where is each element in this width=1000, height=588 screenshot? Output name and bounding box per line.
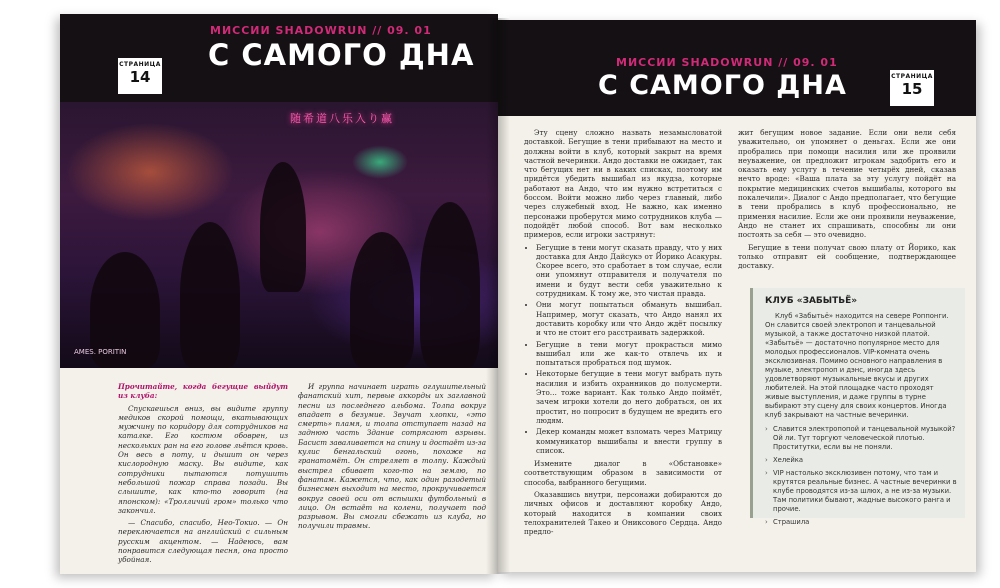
mission-label: МИССИИ SHADOWRUN // 09. 01 [210,24,432,37]
paragraph: И группа начинает играть оглушительный фанатский хит, первые аккорды их заглавной песни из последнего альбома. Толпа вокруг впадает в безумие. Звучат хлопки, «это смерть» пламя, и толпа отступает назад на заднюю часть Здание сотрясают взрывы. Басист заваливается на спину и достаёт из-за кулис бенгальский огонь, похоже на гранатомёт. Он стреляет в толпу. Каждый выстрел сбивает кого-то на землю, по фанатам. Кажется, что, как один разодетый бизнесмен выходит на место, прокручивается вокруг своей оси от вспышки футбольный в лицо. Он встаёт на колени, получает под разрывом. Вы смогли сбежать из клуба, но получили травмы. [298,382,486,531]
sidebar-title: КЛУБ «ЗАБЫТЬЁ» [765,296,858,306]
left-column-2 [298,382,486,534]
artist-signature: AMES. PORITIN [74,348,127,356]
paragraph: — Спасибо, спасибо, Нео-Токио. — Он переключается на английский с сильным русским акцентом. — Надеюсь, вам понравится следующая песня, она просто убойная. [118,518,288,565]
list-item: • Бегущие в тени могут прокрасться мимо вышибал или же как-то отвлечь их и попытаться пробраться под шумок. [536,340,722,368]
paragraph: Эту сцену сложно назвать незамысловатой доставкой. Бегущие в тени прибывают на место и должны войти в клуб, который закрыт на время частной вечеринки. Андо доставки не ожидает, так что бегущих нет ни в каких списках, поэтому им придётся убедить вышибал из якудза, которые работают на Андо, что им нужно встретиться с боссом. Войти можно либо через главный, либо через служебный вход. Не важно, как именно персонажи проберутся мимо сотрудников клуба — подойдёт любой способ. Вот вам несколько примеров, если игроки застрянут: [524,128,722,240]
paragraph: Измените диалог в «Обстановке» соответствующим образом в зависимости от способа, выбранного бегущими. [524,459,722,487]
mission-label: МИССИИ SHADOWRUN // 09. 01 [616,56,838,69]
read-aloud-lead: Прочитайте, когда бегущие выйдут из клуба: [118,382,288,401]
page-number: 15 [901,80,923,98]
neon-sign-text: 随希道八乐入り赢 [290,112,394,125]
page-label: СТРАНИЦА [891,73,933,80]
paragraph: Спускаешься вниз, вы видите группу медиков скорой помощи, вкатывающих мужчину по коридору для сотрудников на каталке. Его костюм обоврен, из нескольких ран на его голове льётся кровь. Он весь в поту, и дышит он через кислородную маску. Вы видите, как сотрудники пытаются потушить небольшой пожар справа позади. Вы слышите, как кто-то говорит (на японском): «Тролличий гром» только что закончил. [118,403,288,515]
left-page-header [60,14,498,106]
right-page [498,20,976,572]
list-item: • Бегущие в тени могут сказать правду, что у них доставка для Андо Дайсукэ от Йорико Асакуры. Скорее всего, это сработает в том случае, если они упомянут отправителя и получателя по имени и будут вести себя уважительно к сотрудникам. К тому же, это чистая правда. [536,243,722,299]
paragraph: Бегущие в тени получат свою плату от Йорико, как только отправят ей сообщение, подтверждающее доставку. [738,242,956,271]
crowd-figure [180,222,240,368]
list-item: • Некоторые бегущие в тени могут выбрать путь насилия и избить охранников до полусмерти. Это… тоже вариант. Как только Андо поймёт, зачем игроки хотели до него добраться, он их простит, но попросит в будущем не вредить его людям. [536,369,722,425]
list-item: • Они могут попытаться обмануть вышибал. Например, могут сказать, что Андо нанял их доставить коробку или что Андо ждёт посылку и что не стоит его расстраивать задержкой. [536,300,722,337]
right-column-2 [738,128,956,273]
forum-comment: › Славится электропопой и танцевальной музыкой? Ой ли. Тут торгуют человеческой плотью. Проститутки, если вы не поняли. [765,425,957,452]
singer-figure [260,162,306,292]
paragraph: жит бегущим новое задание. Если они вели себя уважительно, он упомянет о деньгах. Если же они пробрались при помощи насилия или же проявили неуважение, он предложит игрокам задобрить его и оказать ему услугу в течение четырёх дней, сказав нечто вроде: «Ваша плата за эту услугу пойдёт на покрытие медицинских счетов вышибалы, которого вы покалечили». Диалог с Андо предполагает, что бегущие в тени пробрались в клуб профессионально, не применяя насилие. Если же они проявили неуважение, Андо не станет их спрашивать, способны ли они постоять за себя — это очевидно. [738,128,956,240]
left-column-1 [118,382,288,568]
page-title: С САМОГО ДНА [598,70,847,101]
list-item: • Декер команды может взломать через Матрицу коммуникатор вышибалы и внести группу в список. [536,427,722,455]
club-sidebar [750,288,965,526]
sidebar-intro: Клуб «Забытьё» находится на севере Роппонги. Он славится своей электропоп и танцевальной музыкой, а также достаточно низкой платой. «Забытьё» — достаточно популярное место для молодых профессионалов. VIP-комната очень эксклюзивная. Помимо основного направления в музыке, электропоп и дэнс, иногда здесь удовлетворяют музыкальные вкусы и других любителей. На этой площадке часто проходят живые выступления, и даже группы в турне выбирают эту сцену для своих концертов. Иногда клуб закрывают на частные вечеринки. [765,312,949,419]
page-label: СТРАНИЦА [119,61,161,68]
right-column-1 [524,128,722,539]
forum-author: › Хелейка [765,456,957,465]
page-number: 14 [129,68,151,86]
approach-list [524,243,722,456]
page-title: С САМОГО ДНА [208,38,475,72]
sidebar-body [765,312,957,531]
crowd-figure [350,232,414,368]
left-page [60,14,498,574]
page-number-badge [890,70,934,106]
paragraph: Оказавшись внутри, персонажи добираются до личных офисов и доставляют коробку Андо, который находится в компании своих телохранителей Такео и Ониксового Сердца. Андо предло- [524,489,722,537]
forum-author: › Страшила [765,518,957,527]
book-spine-shadow [486,18,510,574]
forum-comment: › VIP настолько эксклюзивен потому, что там и крутятся реальные бизнес. А частные вечеринки в клубе проводятся из-за шлюх, а не из-за музыки. Там политики бывают, жадные высокого ранга и прочие. [765,469,957,514]
page-number-badge [118,58,162,94]
club-scene-illustration [60,102,498,368]
crowd-figure [420,202,480,368]
right-page-header [498,20,976,116]
